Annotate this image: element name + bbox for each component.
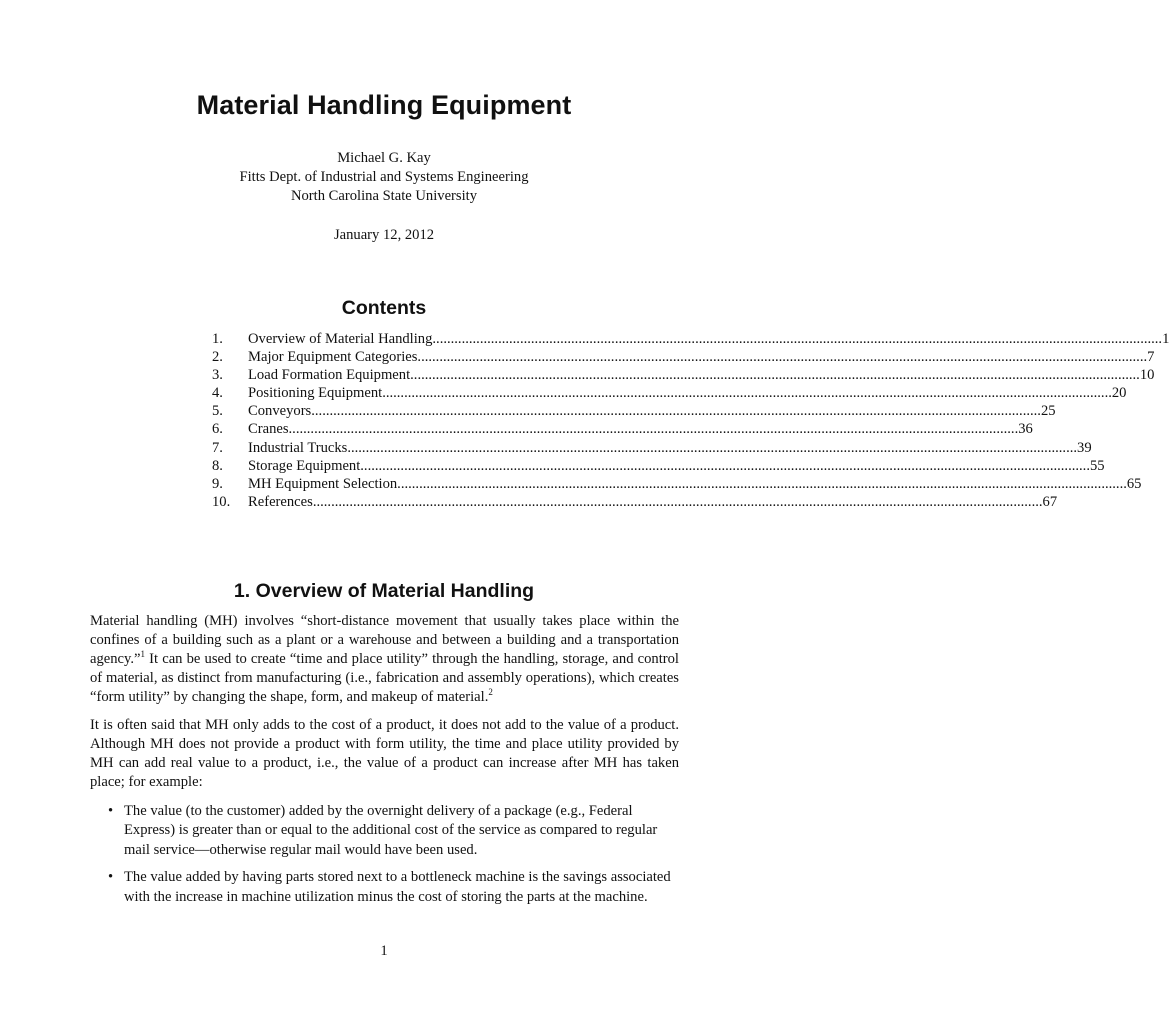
toc-entry-number: 2. [212,349,223,366]
author-name: Michael G. Kay [337,150,431,166]
toc-entry-number: 3. [212,367,223,384]
bullet-icon: • [108,869,114,886]
toc-entry-title: Conveyors [248,403,312,420]
toc-leader-dots: ........................................................................................................................................................................................................ [382,385,1112,402]
toc-entry-number: 5. [212,403,223,420]
toc-entry-page: 1 [1162,331,1169,347]
list-item-text: The value added by having parts stored next to a bottleneck machine is the savings associated with the increase in machine utilization minus the cost of storing the parts at the machine. [124,869,671,905]
list-item [108,868,678,907]
toc-leader-dots: ........................................................................................................................................................................................................ [417,349,1148,366]
toc-entry[interactable] [212,439,1092,457]
toc-entry[interactable] [212,348,1155,366]
toc-entry-page: 67 [1042,493,1058,510]
toc-entry-page: 25 [1040,403,1056,420]
toc-entry-page: 36 [1018,421,1033,438]
paragraph-text: It can be used to create “time and place utility” through the handling, storage, and control of material, as distinct from manufacturing (i.e., fabrication and assembly operations), which creates “form utility” by changing the shape, form, and makeup of material. [90,651,679,706]
toc-leader-dots: ........................................................................................................................................................................................................ [288,421,1019,438]
bullet-list [108,802,678,915]
toc-entry-title: MH Equipment Selection [248,475,398,492]
toc-entry-title: References [248,493,313,510]
footnote-marker[interactable]: 1 [140,649,146,660]
toc-entry-page: 20 [1111,385,1127,402]
body-paragraph [90,612,679,707]
toc-entry-page: 55 [1089,457,1105,474]
toc-entry-page: 7 [1147,349,1155,366]
document-title: Material Handling Equipment [196,90,572,120]
body-paragraph: It is often said that MH only adds to the cost of a product, it does not add to the value of a product. Although MH does not provide a product with form utility, the time and place utility provided by MH can add real value to a product, i.e., the value of a product can increase after MH has taken place; for example: [90,717,679,791]
section-heading: 1. Overview of Material Handling [233,580,535,602]
toc-entry-number: 6. [212,421,223,438]
toc-entry[interactable] [212,366,1155,384]
contents-heading: Contents [341,297,427,319]
toc-entry-page: 10 [1139,367,1155,384]
toc-entry-number: 8. [212,457,223,474]
toc-entry-number: 4. [212,385,223,402]
toc-entry-title: Industrial Trucks [248,439,348,456]
toc-entry-number: 7. [212,439,223,456]
list-item [108,802,678,860]
toc-entry-number: 10. [212,493,231,510]
toc-leader-dots: ........................................................................................................................................................................................................ [347,439,1078,456]
toc-leader-dots: ........................................................................................................................................................................................................ [432,331,1163,347]
toc-entry-title: Storage Equipment [248,457,361,474]
toc-entry[interactable] [212,384,1127,402]
bullet-icon: • [108,803,114,819]
toc-entry[interactable] [212,420,1033,438]
toc-entry-title: Load Formation Equipment [248,367,411,384]
footnote-marker[interactable]: 2 [488,687,493,698]
toc-entry-number: 1. [212,331,223,347]
toc-leader-dots: ........................................................................................................................................................................................................ [397,475,1127,492]
toc-entry-page: 39 [1077,439,1092,456]
toc-entry[interactable] [212,402,1056,420]
author-block [0,149,768,206]
toc-entry[interactable] [212,330,1169,348]
toc-entry-title: Major Equipment Categories [248,349,418,366]
toc-leader-dots: ........................................................................................................................................................................................................ [311,403,1041,420]
author-department: Fitts Dept. of Industrial and Systems Engineering [239,169,529,185]
toc-leader-dots: ........................................................................................................................................................................................................ [410,367,1140,384]
page-number: 1 [380,943,388,959]
author-university: North Carolina State University [290,188,478,204]
toc-entry[interactable] [212,475,1142,493]
list-item-text: The value (to the customer) added by the overnight delivery of a package (e.g., Federal Express) is greater than or equal to the additional cost of the service as compared to regular mail service—otherwise regular mail would have been used. [124,803,658,858]
toc-entry-page: 65 [1126,475,1142,492]
toc-entry[interactable] [212,457,1105,475]
document-date: January 12, 2012 [333,227,435,243]
toc-leader-dots: ........................................................................................................................................................................................................ [360,457,1090,474]
toc-entry-title: Positioning Equipment [248,385,383,402]
toc-entry[interactable] [212,493,1058,511]
paragraph-text: Material handling (MH) involves “short-distance movement that usually takes place within the confines of a building such as a plant or a warehouse and between a building and a transportation agency.” [90,613,679,668]
table-of-contents [212,330,1169,511]
toc-leader-dots: ........................................................................................................................................................................................................ [312,493,1043,510]
toc-entry-number: 9. [212,475,223,492]
toc-entry-title: Cranes [248,421,289,438]
toc-entry-title: Overview of Material Handling [248,331,433,347]
